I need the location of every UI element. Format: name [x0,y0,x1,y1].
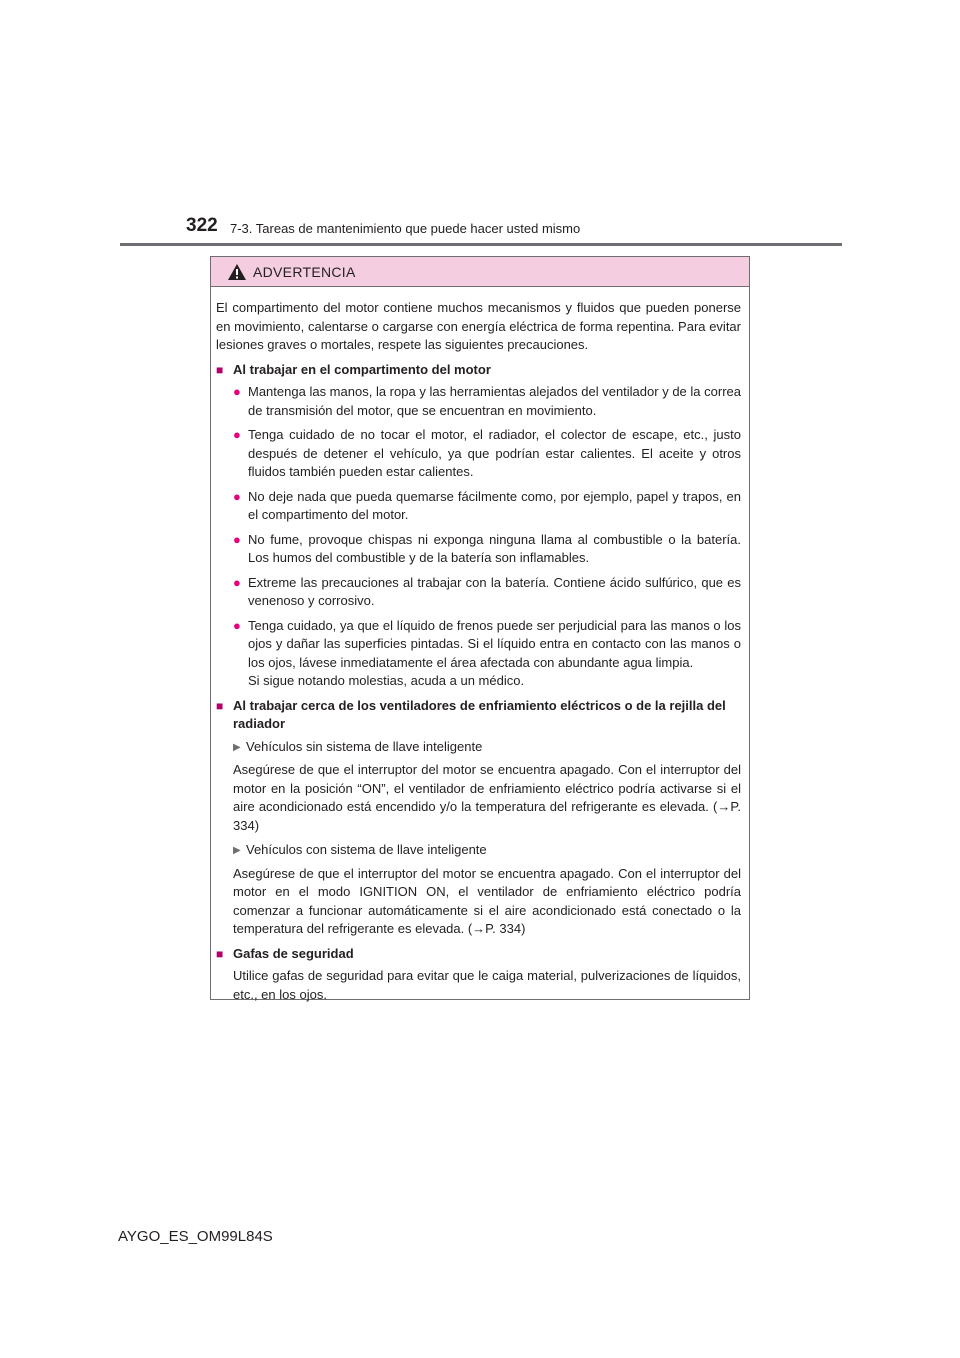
warning-body [211,287,749,1004]
warning-box [210,256,750,1000]
triangle-right-icon: ▶ [233,845,241,856]
circle-bullet-icon: ● [233,574,241,590]
circle-bullet-icon: ● [233,427,241,442]
circle-bullet-icon: ● [233,617,241,633]
section-title: 7-3. Tareas de mantenimiento que puede hacer usted mismo [230,221,581,236]
vehicle-type-label: ▶ Vehículos con sistema de llave inteligente [233,841,741,861]
warning-header [211,257,749,287]
square-bullet-icon: ■ [216,946,224,961]
circle-bullet-icon: ● [233,531,241,547]
vehicle-type-label: ▶ Vehículos sin sistema de llave inteligente [233,738,741,758]
document-code: AYGO_ES_OM99L84S [118,1228,273,1245]
section-heading-safety-glasses: ■ Gafas de seguridad [216,945,741,964]
paragraph: Asegúrese de que el interruptor del motor se encuentra apagado. Con el interruptor del motor en el modo IGNITION ON, el ventilador de enfriamiento eléctrico podría comenzar a funcionar automáticamente si el aire acondicionado está conectado o la temperatura del refrigerante es elevada. (→P. 334) [233,865,741,936]
list-item: ● No deje nada que pueda quemarse fácilmente como, por ejemplo, papel y trapos, en el compartimento del motor. [233,488,741,525]
list-item: ● Extreme las precauciones al trabajar con la batería. Contiene ácido sulfúrico, que es venenoso y corrosivo. [233,574,741,611]
section-heading-engine-compartment: ■ Al trabajar en el compartimento del motor [216,361,741,380]
list-item [233,617,741,691]
list-item: ● Mantenga las manos, la ropa y las herramientas alejados del ventilador y de la correa de transmisión del motor, que se encuentran en movimiento. [233,383,741,420]
list-item: ● Tenga cuidado de no tocar el motor, el radiador, el colector de escape, etc., justo después de detener el vehículo, ya que podrían estar calientes. El aceite y otros fluidos también pueden estar calientes. [233,426,741,482]
circle-bullet-icon: ● [233,488,241,504]
circle-bullet-icon: ● [233,384,241,399]
triangle-right-icon: ▶ [233,741,241,753]
list-item-text: Tenga cuidado, ya que el líquido de frenos puede ser perjudicial para las manos o los ojos y dañar las superficies pintadas. Si el líquido entra en contacto con las manos o los ojos, lávese inmediatamente el área afectada con abundante agua limpia. [248,617,741,670]
list-item: ● No fume, provoque chispas ni exponga ninguna llama al combustible o la batería. Los humos del combustible y de la batería son inflamables. [233,531,741,568]
section-heading-cooling-fans: ■ Al trabajar cerca de los ventiladores de enfriamiento eléctricos o de la rejilla del radiador [216,697,741,734]
page-number: 322 [186,215,218,236]
list-item-extra: Si sigue notando molestias, acuda a un médico. [248,673,525,688]
warning-triangle-icon [227,263,247,281]
square-bullet-icon: ■ [216,698,224,713]
paragraph: Utilice gafas de seguridad para evitar que le caiga material, pulverizaciones de líquidos, etc., en los ojos. [233,968,741,1002]
header-divider [120,243,842,246]
square-bullet-icon: ■ [216,362,224,377]
warning-title: ADVERTENCIA [253,263,356,280]
warning-intro: El compartimento del motor contiene muchos mecanismos y fluidos que pueden ponerse en movimiento, calentarse o cargarse con energía eléctrica de forma repentina. Para evitar lesiones graves o mortales, respete las siguientes precauciones. [216,300,741,352]
paragraph: Asegúrese de que el interruptor del motor se encuentra apagado. Con el interruptor del motor en la posición “ON”, el ventilador de enfriamiento eléctrico podría activarse si el aire acondicionado está encendido y/o la temperatura del refrigerante es elevada. (→P. 334) [233,762,741,833]
